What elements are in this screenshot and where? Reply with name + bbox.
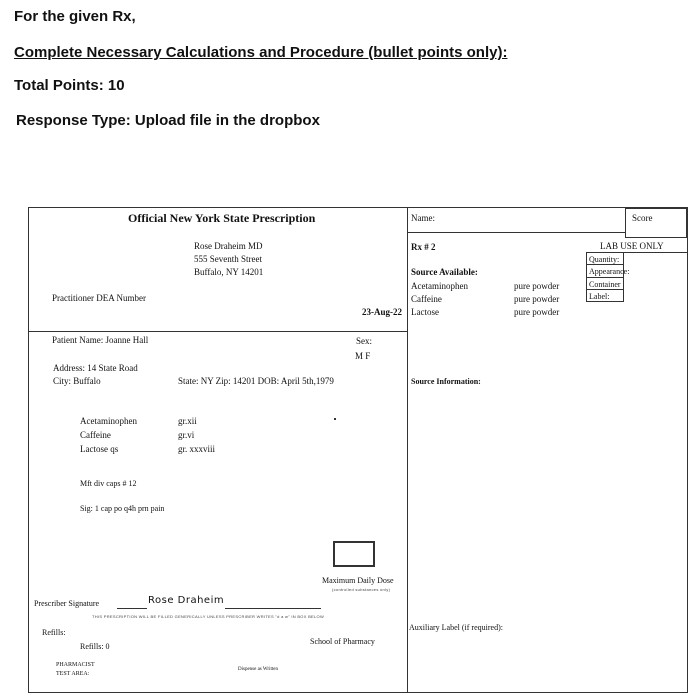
form-divider [407, 207, 408, 693]
ingredient-name: Lactose qs [80, 444, 119, 454]
max-daily-dose-box[interactable] [333, 541, 375, 567]
patient-city: City: Buffalo [53, 376, 101, 386]
lab-field-quantity: Quantity: [589, 255, 620, 264]
score-label: Score [632, 213, 653, 223]
source-available-label: Source Available: [411, 267, 478, 277]
instruction-rx: For the given Rx, [14, 8, 136, 25]
stray-dot [334, 418, 336, 420]
lab-row-line [586, 289, 624, 290]
lab-row-line [586, 277, 624, 278]
ingredient-qty: gr.xii [178, 416, 197, 426]
ingredient-name: Caffeine [80, 430, 111, 440]
generic-notice: THIS PRESCRIPTION WILL BE FILLED GENERICALLY UNLESS PRESCRIBER WRITES "d a w" IN BOX BELOW [92, 614, 325, 619]
lab-field-label: Label: [589, 292, 610, 301]
prescriber-name: Rose Draheim MD [194, 241, 263, 251]
source-name: Caffeine [411, 294, 442, 304]
sig-directions: Sig: 1 cap po q4h prn pain [80, 504, 165, 513]
ingredient-qty: gr.vi [178, 430, 195, 440]
lab-use-only-label: LAB USE ONLY [600, 241, 664, 251]
prescriber-signature-label: Prescriber Signature [34, 599, 100, 608]
instruction-response-type: Response Type: Upload file in the dropbox [16, 112, 320, 129]
rx-date: 23-Aug-22 [362, 307, 402, 317]
mft-directions: Mft div caps # 12 [80, 479, 137, 488]
max-daily-dose-note: (controlled substances only) [332, 587, 391, 592]
prescriber-street: 555 Seventh Street [194, 254, 262, 264]
refills-label: Refills: [42, 628, 66, 637]
sex-label: Sex: [356, 336, 373, 346]
rx-number: Rx # 2 [411, 242, 436, 252]
sex-options: M F [355, 351, 371, 361]
pharmacist-area-label: PHARMACIST [56, 662, 95, 668]
dea-number-label: Practitioner DEA Number [52, 293, 146, 303]
lab-field-container: Container [589, 280, 621, 289]
instruction-complete: Complete Necessary Calculations and Procedure (bullet points only): [14, 44, 508, 61]
patient-state-zip-dob: State: NY Zip: 14201 DOB: April 5th,1979 [178, 376, 334, 386]
prescriber-signature: Rose Draheim [148, 595, 225, 606]
form-header-divider [28, 331, 408, 332]
source-form: pure powder [514, 281, 560, 291]
max-daily-dose-label: Maximum Daily Dose [322, 576, 394, 585]
dispense-as-written: Dispense as Written [238, 667, 278, 672]
prescriber-city: Buffalo, NY 14201 [194, 267, 264, 277]
ingredient-qty: gr. xxxviii [178, 444, 216, 454]
form-title: Official New York State Prescription [128, 211, 316, 225]
lab-row-line [586, 264, 624, 265]
school-of-pharmacy: School of Pharmacy [310, 637, 375, 646]
ingredient-name: Acetaminophen [80, 416, 137, 426]
instruction-points: Total Points: 10 [14, 77, 125, 94]
signature-line-right [225, 608, 321, 609]
signature-line-left [117, 608, 147, 609]
test-area-label: TEST AREA: [56, 671, 90, 677]
source-form: pure powder [514, 294, 560, 304]
patient-address: Address: 14 State Road [53, 363, 138, 373]
source-information-label: Source Information: [411, 377, 481, 386]
lab-field-appearance: Appearance: [589, 267, 630, 276]
source-name: Acetaminophen [411, 281, 468, 291]
refills-value: Refills: 0 [80, 642, 110, 651]
source-form: pure powder [514, 307, 560, 317]
auxiliary-label: Auxiliary Label (if required): [409, 623, 503, 632]
source-name: Lactose [411, 307, 439, 317]
student-name-label: Name: [411, 213, 435, 223]
patient-name: Patient Name: Joanne Hall [52, 335, 149, 345]
name-row-line [407, 232, 625, 233]
